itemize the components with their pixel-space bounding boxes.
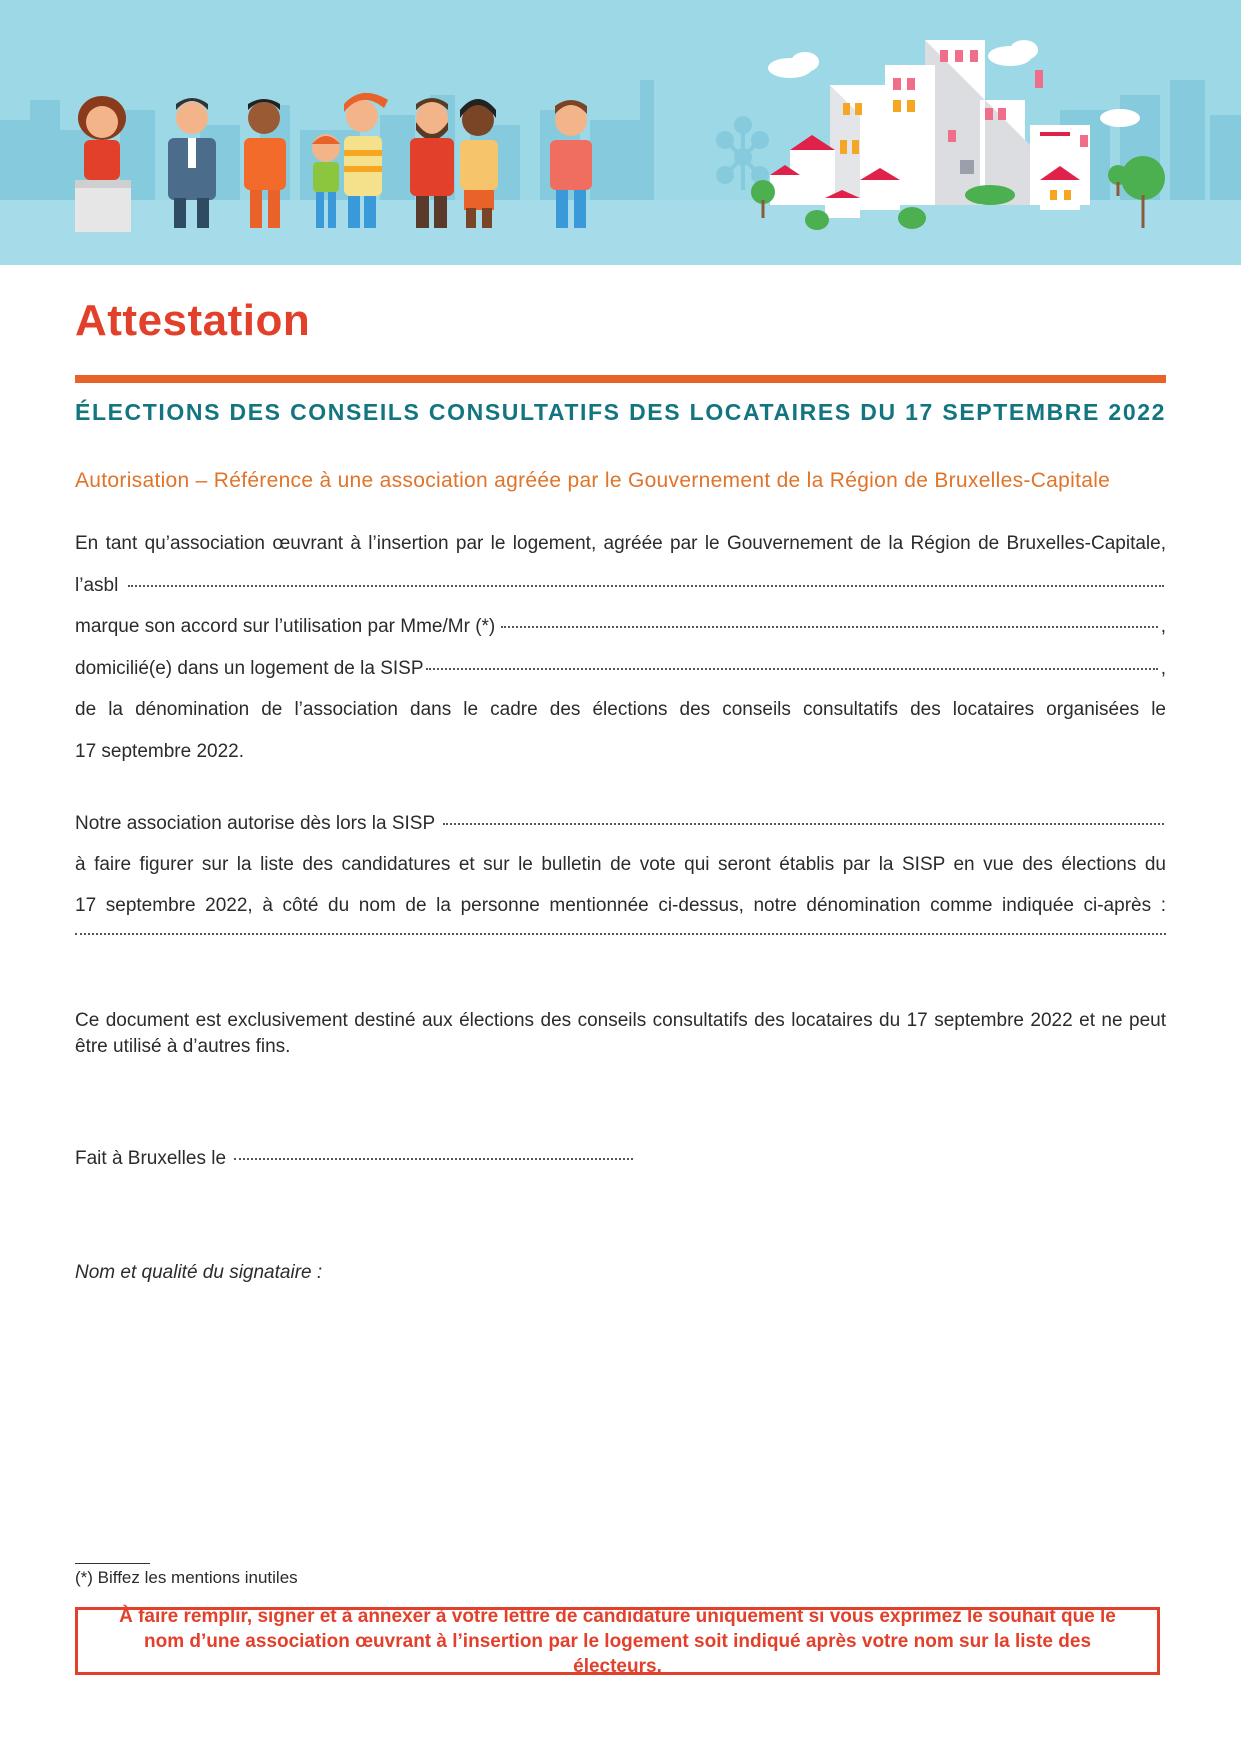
sisp-input-line[interactable] (426, 668, 1158, 670)
domicile-label: domicilié(e) dans un logement de la SISP (75, 658, 424, 679)
fait-label: Fait à Bruxelles le (75, 1148, 227, 1169)
autorise-sisp-input-line[interactable] (443, 823, 1164, 825)
denomination-field-row (75, 937, 1166, 939)
cote-line: 17 septembre 2022, à côté du nom de la personne mentionnée ci-dessus, notre dénomination comme indiquée ci-après : (75, 895, 1166, 916)
people-and-city-illustration (0, 0, 1241, 265)
page-title: Attestation (75, 296, 311, 345)
footnote: (*) Biffez les mentions inutiles (75, 1568, 298, 1587)
exclusive-use-paragraph: Ce document est exclusivement destiné aux élections des conseils consultatifs des locataires du 17 septembre 2022 et ne peut être utilisé à d’autres fins. (75, 1010, 1166, 1057)
asbl-input-line[interactable] (128, 585, 1164, 587)
date-line: 17 septembre 2022. (75, 741, 245, 762)
autorise-field-row (75, 811, 1166, 837)
person-name-input-line[interactable] (501, 626, 1157, 628)
person-field-row (75, 614, 1166, 640)
sisp-comma: , (1160, 658, 1166, 679)
fait-field-row (75, 1146, 635, 1172)
title-divider (75, 375, 1166, 383)
asbl-field-row (75, 573, 1166, 599)
signataire-label: Nom et qualité du signataire : (75, 1262, 323, 1283)
date-input-line[interactable] (234, 1158, 633, 1160)
denomination-input-line[interactable] (75, 933, 1166, 935)
instruction-notice-text: À faire remplir, signer et à annexer à votre lettre de candidature uniquement si vous exprimez le souhait que le nom d’une association œuvrant à l’insertion par le logement soit indiqué après votre nom sur la liste des électeurs. (119, 1605, 1116, 1677)
denomination-line: de la dénomination de l’association dans le cadre des élections des conseils consultatifs des locataires organisées le (75, 699, 1166, 720)
asbl-label: l’asbl (75, 575, 119, 596)
sisp-field-row (75, 656, 1166, 682)
document-subtitle: ÉLECTIONS DES CONSEILS CONSULTATIFS DES LOCATAIRES DU 17 SEPTEMBRE 2022 (75, 399, 1166, 425)
person-comma: , (1160, 616, 1166, 637)
instruction-notice (75, 1607, 1160, 1675)
intro-line: En tant qu’association œuvrant à l’insertion par le logement, agréée par le Gouvernement de la Région de Bruxelles-Capitale, (75, 533, 1166, 554)
accord-label: marque son accord sur l’utilisation par Mme/Mr (*) (75, 616, 496, 637)
figurer-line: à faire figurer sur la liste des candidatures et sur le bulletin de vote qui seront établis par la SISP en vue des élections du (75, 854, 1166, 875)
authorisation-heading: Autorisation – Référence à une association agréée par le Gouvernement de la Région de Bruxelles-Capitale (75, 469, 1111, 492)
header-banner (0, 0, 1241, 265)
footnote-divider (75, 1563, 150, 1564)
autorise-label: Notre association autorise dès lors la SISP (75, 813, 436, 834)
